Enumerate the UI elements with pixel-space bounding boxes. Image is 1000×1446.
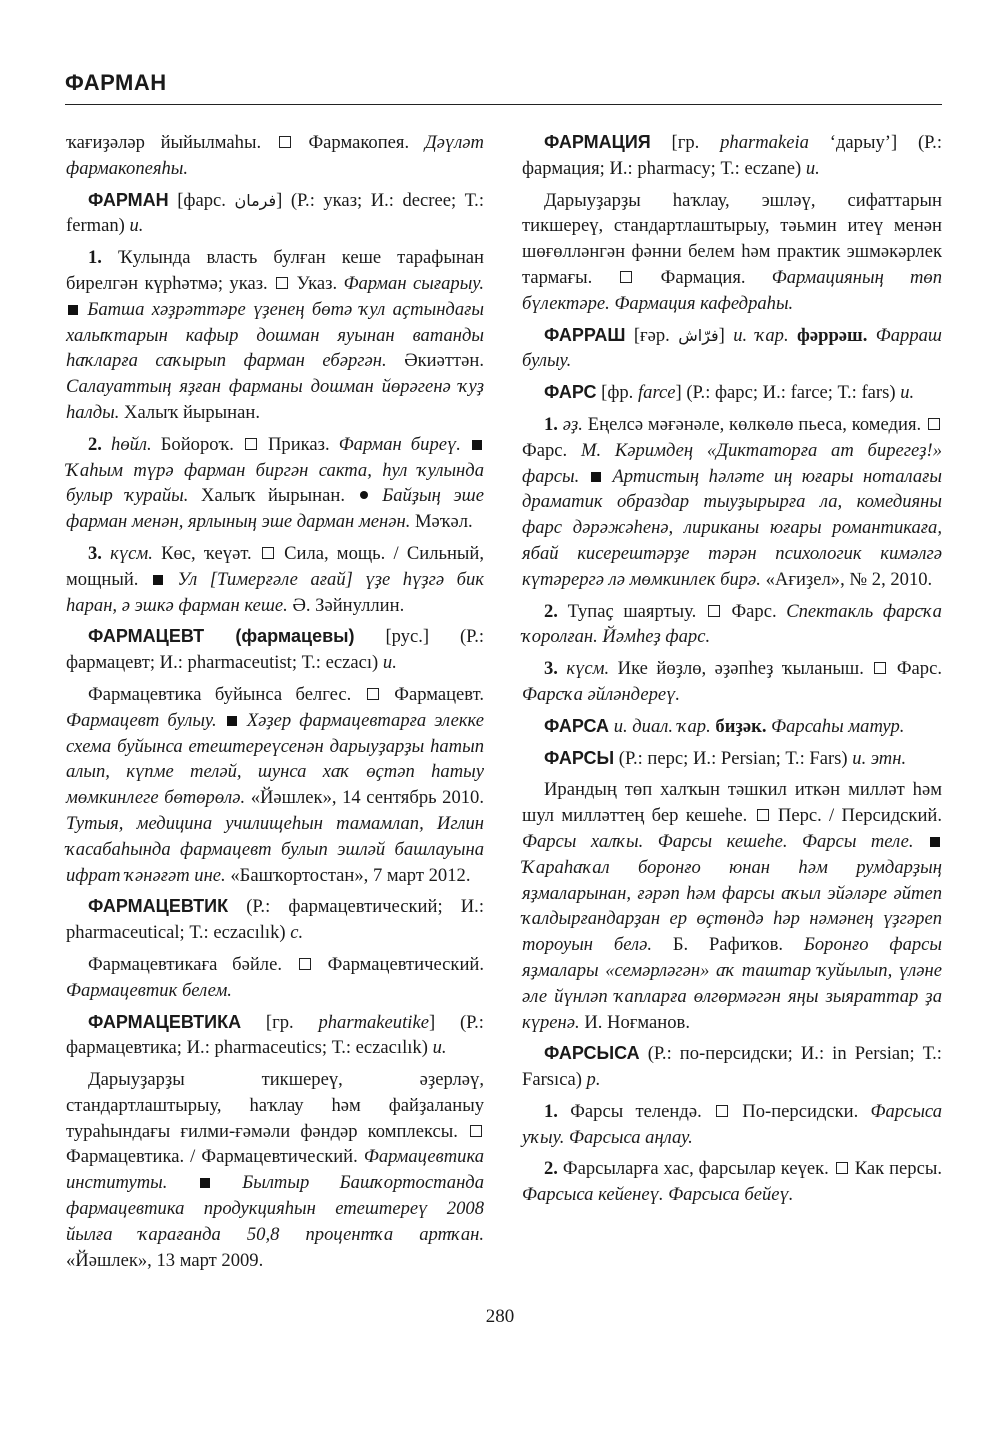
sense: 3. күсм. Ике йөҙлө, әҙәпһеҙ ҡыланыш. Фарс. Фарсҡа әйләндереү. (522, 658, 942, 705)
sense: 1. Фарсы телендә. По-персидски. Фарсыса уҡыу. Фарсыса аңлау. (522, 1100, 942, 1148)
russian-equivalent-marker (279, 136, 291, 148)
headword: ФАРМАЦИЯ (544, 132, 651, 152)
left-column (66, 130, 484, 1273)
entry-farmacevtika: ФАРМАЦЕВТИКА [гр. pharmakeutike] (Р.: фармацевтика; И.: pharmaceutics; Т.: eczacılık) и. (66, 1011, 484, 1059)
sense: Фармацевтикаға бәйле. Фармацевтический. Фармацевтик белем. (66, 953, 485, 1001)
header-rule (65, 104, 942, 105)
entry-farsa: ФАРСА и. диал. ҡар. биҙәк. Фарсаһы матур. (544, 715, 905, 737)
sense: 1. Ҡулында власть булған кеше тарафынан бирелгән күрһәтмә; указ. Указ. Фарман сығарыу. Батша хәҙрәттәре үҙенең бөтә ҡул аҫтындағы халыҡтарын кафыр дошман яуынан ватанды һаҡларға саҡырып фарман ебәргән. Әкиәттән. Салауаттың яҙған фарманы дошман йөрәгенә ҡуҙ һалды. Халыҡ йырынан. (66, 247, 485, 423)
headword: ФАРСЫ (544, 747, 615, 768)
headword: ФАРСЫСА (544, 1043, 640, 1064)
proverb-marker (360, 491, 368, 499)
example-marker (68, 305, 78, 315)
right-column (522, 130, 942, 1208)
headword: ФАРМАЦЕВТИКА (88, 1011, 242, 1032)
entry-farrash: ФАРРАШ [ғәр. فرّاش] и. ҡар. фәррәш. Фарраш булыу. (522, 324, 942, 372)
running-header: ФАРМАН (65, 70, 167, 95)
entry-farmacevtik: ФАРМАЦЕВТИК (Р.: фармацевтический; И.: pharmaceutical; Т.: eczacılık) с. (66, 896, 484, 944)
sense: Дарыуҙарҙы һаҡлау, эшләү, сифаттарын тикшереү, стандартлаштырыу, тәьмин итеү менән шөғөлләнгән фәнни белем һәм практик эшмәкәрлек тармағы. Фармация. Фармацияның төп бүлектәре. Фармация кафедраһы. (522, 189, 942, 314)
entry-farmacevt: ФАРМАЦЕВТ (фармацевы) [рус.] (Р.: фармацевт; И.: pharmaceutist; Т.: eczacı) и. (66, 626, 485, 674)
headword: ФАРМАЦЕВТИК (88, 896, 229, 917)
page-number: 280 (485, 1306, 515, 1327)
sense: Фармацевтика буйынса белгес. Фармацевт. Фармацевт булыу. Хәҙер фармацевтарға элекке схема буйынса етештереүсенән дарыуҙарҙы һатып алып, күпме теләй, шунса хаҡ өҫтәп һатыу мөмкинлеге бөтөрөлә. «Йәшлек», 14 сентябрь 2010. Тутыя, медицина училищеһын тамамлап, Иглин ҡасабаһында фармацевт булып эшләй башлауына ифрат ҡәнәғәт ине. «Башҡортостан», 7 март 2012. (66, 683, 485, 886)
headword: ФАРСА (544, 715, 610, 736)
sense: 2. һөйл. Бойороҡ. Приказ. Фарман биреү. Ҡаһым түрә фарман биргән сакта, һул ҡулында булыр ҡурайы. Халыҡ йырынан. Байҙың эше фарман менән, ярлының эше дарман менән. Мәҡәл. (66, 433, 484, 533)
entry-continuation: ҡағиҙәләр йыйылмаһы. Фармакопея. Дәүләт фармакопеяһы. (66, 132, 484, 179)
entry-farman: ФАРМАН [фарс. فرمان] (Р.: указ; И.: decree; Т.: ferman) и. (66, 189, 484, 237)
entry-farsy: ФАРСЫ (Р.: перс; И.: Persian; Т.: Fars) и. этн. (544, 747, 907, 769)
headword: ФАРРАШ (544, 324, 626, 345)
sense: Ирандың төп халҡын тәшкил иткән милләт һәм шул милләттең бер кешеһе. Перс. / Персидский. Фарсы халҡы. Фарсы кешеһе. Фарсы теле. Ҡараһаҡал боронғо юнан һәм румдарҙың яҙмаларынан, ғәрәп һәм фарсы аҡыл эйәләре әйтеп ҡалдырғандарҙан ер өҫтөндә һәр нәмәнең үҙгәреп тороуын белә. Б. Рафиҡов. Боронғо фарсы яҙмалары «семәрләгән» аҡ таштар ҡуйылып, үләне әле йүнләп ҡапларға өлгөрмәгән яңы зыяраттар ҙа күренә. И. Ноғманов. (522, 779, 943, 1033)
sense: 2. Тупаҫ шаяртыу. Фарс. Спектакль фарсҡа ҡоролған. Йәмһеҙ фарс. (522, 600, 942, 648)
sense: 3. күсм. Көс, ҡеүәт. Сила, мощь. / Сильный, мощный. Ул [Тимерғәле ағай] үҙе һүҙгә бик һаран, ә эшкә фарман кеше. Ә. Зәйнуллин. (66, 542, 484, 616)
entry-farsysa: ФАРСЫСА (Р.: по-персидски; И.: in Persian; Т.: Farsıca) р. (522, 1043, 942, 1091)
sense: Дарыуҙарҙы тикшереү, әҙерләү, стандартлаштырыу, һаҡлау һәм файҙаланыу тураһындағы ғилми-ғәмәли фәндәр комплексы. Фармацевтика. / Фармацевтический. Фармацевтика институты. Былтыр Башҡортостанда фармацевтика продукцияһын етештереү 2008 йылға ҡарағанда 50,8 процентҡа артҡан. «Йәшлек», 13 март 2009. (66, 1069, 484, 1271)
headword: ФАРМАЦЕВТ (фармацевы) (88, 626, 355, 647)
headword: ФАРС (544, 382, 597, 403)
headword: ФАРМАН (88, 189, 169, 210)
sense: 2. Фарсыларға хас, фарсылар кеүек. Как персы. Фарсыса кейенеү. Фарсыса бейеү. (522, 1158, 942, 1206)
entry-farmacia: ФАРМАЦИЯ [гр. pharmakeia ‘дарыу’] (Р.: фармация; И.: pharmacy; Т.: eczane) и. (522, 132, 942, 179)
entry-fars: ФАРС [фр. farce] (Р.: фарс; И.: farce; Т.: fars) и. (544, 382, 915, 404)
sense: 1. әҙ. Еңелсә мәғәнәле, көлкөлө пьеса, комедия. Фарс. М. Кәримдең «Диктаторға ат бирегеҙ!» фарсы. Артистың һәләте иң юғары ноталағы драматик образдар тыуҙырырға ла, комедияны фарс дәрәжәһенә, лириканы юғары романтикаға, ябай кисерештәрҙе тәрән психологик кимәлгә күтәрергә лә мөмкинлек бирә. «Ағиҙел», № 2, 2010. (522, 413, 942, 590)
